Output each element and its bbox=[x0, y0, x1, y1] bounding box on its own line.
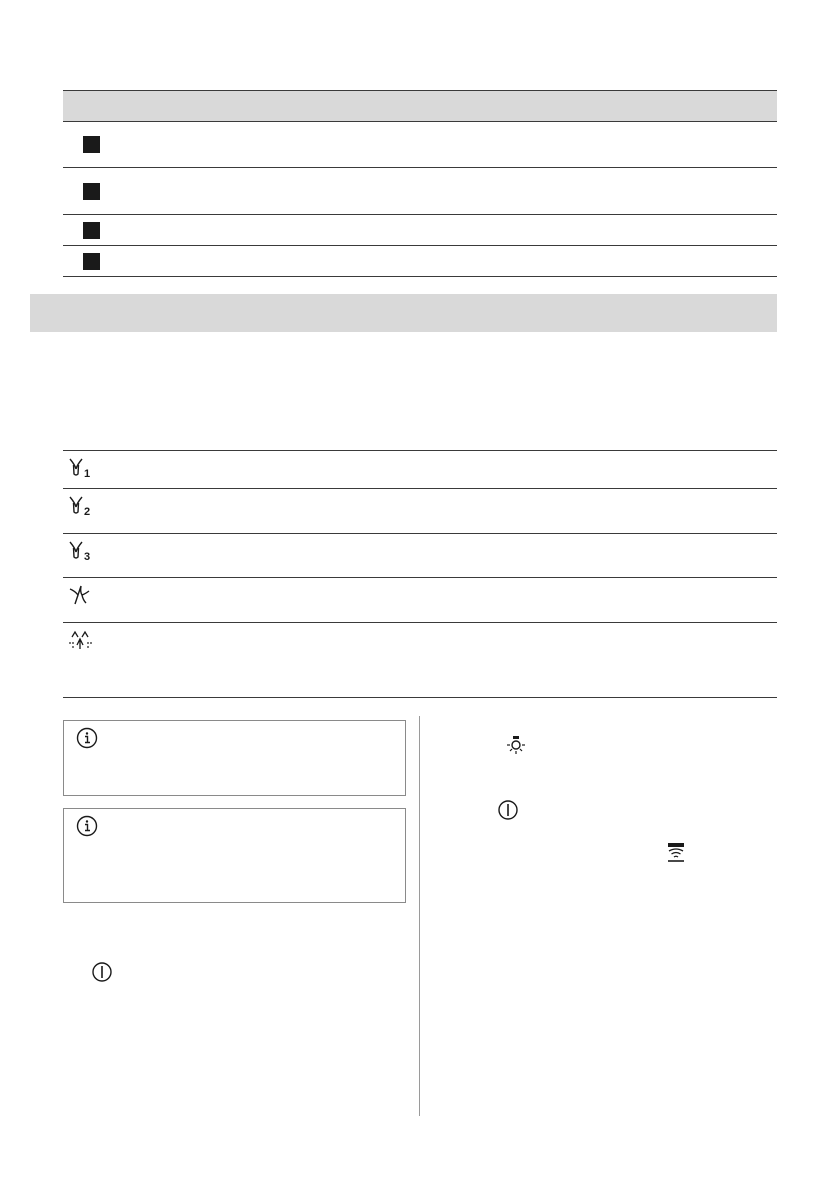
table-header bbox=[63, 90, 777, 122]
section-banner bbox=[30, 294, 777, 332]
svg-text:3: 3 bbox=[84, 551, 91, 563]
info-note-box bbox=[63, 720, 406, 796]
fan-table-row bbox=[63, 533, 777, 578]
black-square-marker bbox=[83, 253, 100, 270]
fan-table-row bbox=[63, 577, 777, 623]
power-icon bbox=[91, 961, 113, 983]
black-square-marker bbox=[83, 183, 100, 200]
svg-text:2: 2 bbox=[84, 506, 91, 518]
black-square-marker bbox=[83, 136, 100, 153]
fan-table-bottom-rule bbox=[63, 697, 777, 698]
hob2hood-icon bbox=[665, 841, 687, 863]
auto-mode-icon bbox=[67, 627, 97, 653]
table-row bbox=[63, 246, 777, 277]
light-icon bbox=[505, 734, 527, 756]
column-divider bbox=[419, 716, 420, 1116]
fan-speed-3-icon bbox=[67, 538, 95, 564]
table-row bbox=[63, 168, 777, 215]
info-icon bbox=[76, 727, 98, 749]
svg-text:1: 1 bbox=[84, 468, 91, 480]
fan-table-row bbox=[63, 450, 777, 489]
fan-table-row bbox=[63, 488, 777, 534]
fan-speed-2-icon bbox=[67, 493, 95, 519]
table-row bbox=[63, 121, 777, 168]
table-row bbox=[63, 215, 777, 246]
info-icon bbox=[76, 815, 98, 837]
black-square-marker bbox=[83, 222, 100, 239]
power-icon bbox=[497, 799, 519, 821]
info-note-box bbox=[63, 808, 406, 903]
fan-boost-icon bbox=[67, 582, 95, 608]
fan-table-row bbox=[63, 622, 777, 698]
fan-speed-1-icon bbox=[67, 455, 95, 481]
